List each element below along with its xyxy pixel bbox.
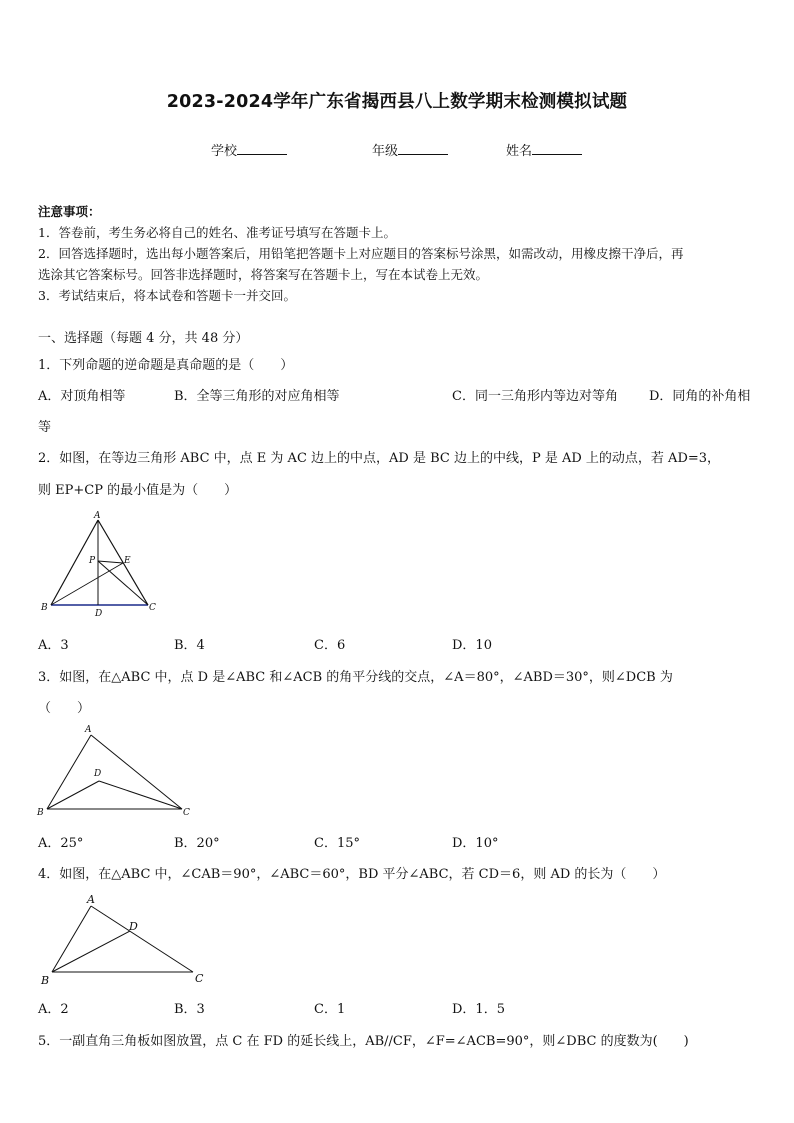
note-item: 选涂其它答案标号。回答非选择题时，将答案写在答题卡上，写在本试卷上无效。 [38,267,489,282]
fig4-side-ac [91,906,193,972]
fig3-label-d: D [94,769,102,779]
school-label: 学校 [211,144,238,159]
fig4-label-d: D [129,920,138,933]
page-title: 2023-2024学年广东省揭西县八上数学期末检测模拟试题 [166,92,628,112]
note-item: 3．考试结束后，将本试卷和答题卡一并交回。 [38,288,296,303]
fig4-label-c: C [195,972,204,985]
question-2-text-cont: 则 EP+CP 的最小值是为（ ） [38,483,238,498]
name-blank [532,143,582,155]
q2-option-b: B．4 [174,638,205,653]
school-blank [237,143,287,155]
fig3-side-ac [91,735,182,809]
q3-option-b: B．20° [174,836,220,851]
section-heading: 一、选择题（每题 4 分，共 48 分） [38,331,249,346]
q4-option-a: A．2 [38,1002,69,1017]
grade-field [372,140,448,159]
q4-option-d: D．1．5 [452,1002,505,1017]
question-5-text: 5．一副直角三角板如图放置，点 C 在 FD 的延长线上，AB//CF，∠F=∠ACB=90°，则∠DBC 的度数为( ) [38,1034,689,1049]
school-field [211,140,287,159]
q3-option-d: D．10° [452,836,499,851]
q1-option-d-wrap: 等 [38,420,52,435]
q1-option-c: C．同一三角形内等边对等角 [452,389,618,404]
notes-heading: 注意事项： [38,204,101,219]
fig4-label-a: A [87,893,95,906]
fig2-segment-pe [98,561,123,563]
fig2-segment-be [51,563,123,605]
q3-option-a: A．25° [38,836,84,851]
name-field [506,140,582,159]
note-item: 1．答卷前，考生务必将自己的姓名、准考证号填写在答题卡上。 [38,225,396,240]
figure-q2-triangle [36,508,166,620]
q4-option-b: B．3 [174,1002,205,1017]
q1-option-a: A．对顶角相等 [38,389,126,404]
fig2-label-b: B [41,603,48,613]
fig2-label-c: C [149,603,156,613]
question-4-text: 4．如图，在△ABC 中，∠CAB＝90°，∠ABC＝60°，BD 平分∠ABC，若 CD＝6，则 AD 的长为（ ） [38,867,666,882]
fig3-side-ab [47,735,91,809]
fig2-segment-pc [98,561,148,605]
fig3-label-c: C [183,808,190,818]
fig4-label-b: B [41,974,50,987]
q2-option-a: A．3 [38,638,69,653]
question-1-text: 1．下列命题的逆命题是真命题的是（ ） [38,358,294,373]
q2-option-d: D．10 [452,638,492,653]
question-3-text-cont: （ ） [38,701,91,716]
fig2-label-p: P [89,556,96,566]
fig3-label-b: B [37,808,44,818]
grade-label: 年级 [372,144,399,159]
fig2-label-e: E [124,556,131,566]
q2-option-c: C．6 [314,638,346,653]
q4-option-c: C．1 [314,1002,346,1017]
question-2-text: 2．如图，在等边三角形 ABC 中，点 E 为 AC 边上的中点，AD 是 BC 边上的中线，P 是 AD 上的动点，若 AD=3， [38,451,721,466]
figure-q3-triangle [34,720,194,822]
question-3-text: 3．如图，在△ABC 中，点 D 是∠ABC 和∠ACB 的角平分线的交点，∠A＝80°，∠ABD＝30°，则∠DCB 为 [38,670,673,685]
fig2-label-a: A [94,511,101,521]
fig2-label-d: D [95,609,103,619]
q1-option-d: D．同角的补角相 [649,389,751,404]
fig3-label-a: A [85,725,92,735]
figure-q4-triangle [36,890,211,990]
q3-option-c: C．15° [314,836,360,851]
fig3-segment-dc [99,781,182,809]
name-label: 姓名 [506,144,533,159]
q1-option-b: B．全等三角形的对应角相等 [174,389,340,404]
grade-blank [398,143,448,155]
note-item: 2．回答选择题时，选出每小题答案后，用铅笔把答题卡上对应题目的答案标号涂黑，如需改动，用橡皮擦干净后，再 [38,246,684,261]
